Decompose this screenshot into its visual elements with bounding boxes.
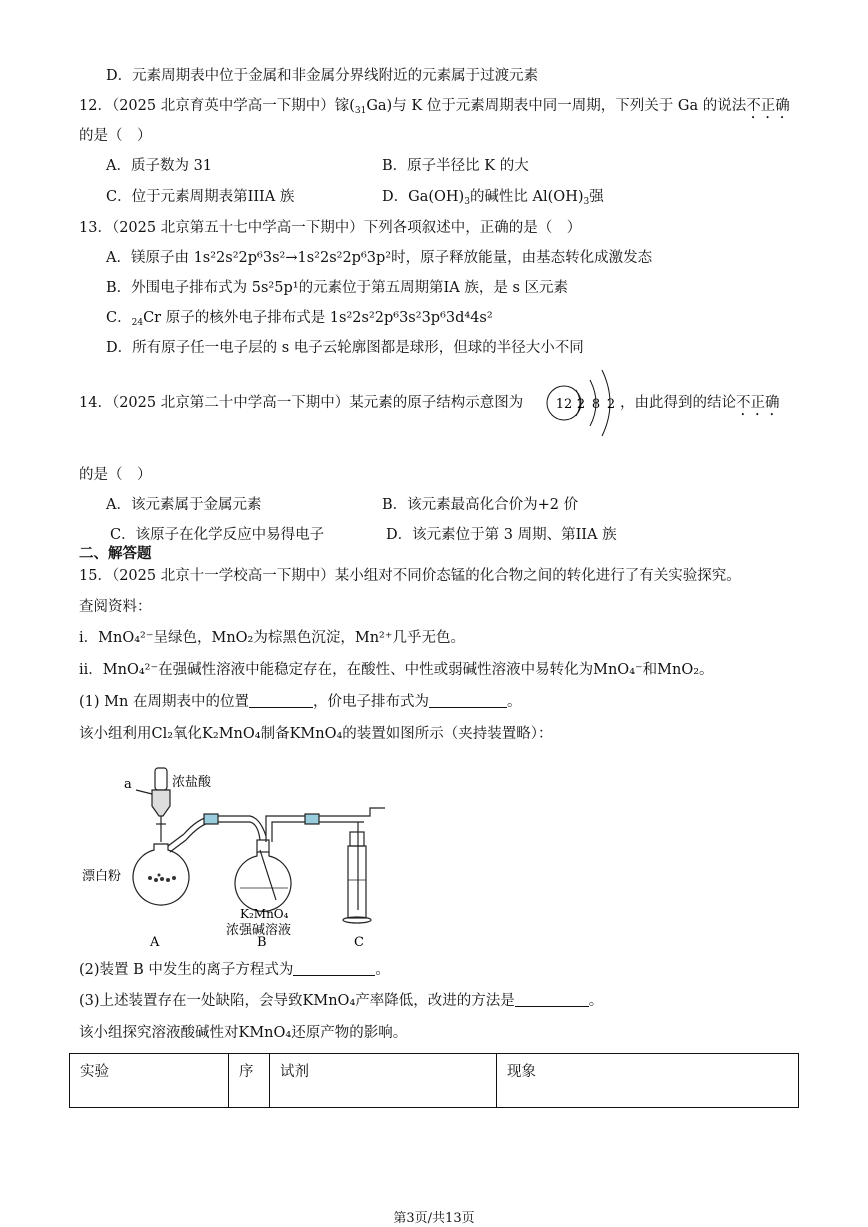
q12-stem-line2: 的是（ ）: [79, 128, 152, 144]
label-A: A: [150, 935, 160, 950]
q15-reference-label: 查阅资料：: [79, 599, 152, 615]
q12-option-b: B．原子半径比 K 的大: [382, 158, 529, 174]
q15-stem: 15．（2025 北京十一学校高一下期中）某小组对不同价态锰的化合物之间的转化进行了有关实验探究。: [79, 568, 741, 584]
q15-p2-pre: (2)装置 B 中发生的离子方程式为: [79, 962, 294, 978]
label-B: B: [257, 935, 267, 950]
q14-option-c: C．该原子在化学反应中易得电子: [110, 527, 325, 543]
q12-d-part1: D．Ga(OH): [382, 189, 465, 205]
answer-blank-3[interactable]: [293, 961, 375, 976]
page-footer: 第3页/共13页: [393, 1211, 475, 1226]
q12-d-sub2: 3: [583, 197, 590, 207]
q13-option-b: B．外围电子排布式为 5s²5p¹的元素位于第五周期第IA 族，是 s 区元素: [106, 280, 569, 296]
q15-part2: [79, 960, 390, 980]
q14-stem-tail: [620, 393, 780, 419]
answer-blank-4[interactable]: [515, 992, 589, 1007]
q14-option-b: B．该元素最高化合价为+2 价: [382, 497, 579, 513]
section-heading: 二、解答题: [79, 545, 152, 562]
q14-stem: 14．（2025 北京第二十中学高一下期中）某元素的原子结构示意图为: [79, 395, 524, 411]
q12-stem-part2: Ga)与 K 位于元素周期表中同一周期，下列关于 Ga 的说法: [366, 98, 747, 114]
q12-d-part3: 强: [589, 189, 604, 205]
q14-option-d: D．该元素位于第 3 周期、第IIA 族: [386, 527, 617, 543]
nucleus-charge: 12: [555, 397, 573, 412]
q12-d-sub1: 3: [464, 197, 470, 207]
q12-option-c: C．位于元素周期表第IIIA 族: [106, 189, 295, 205]
label-a: a: [124, 777, 132, 792]
q14-stem-b: ，由此得到的结论: [620, 395, 736, 411]
q12-stem-part1: 12．（2025 北京育英中学高一下期中）镓(: [79, 98, 355, 114]
q12-option-a: A．质子数为 31: [106, 158, 213, 174]
shell-3-count: 2: [606, 397, 616, 412]
label-bleach: 漂白粉: [82, 869, 122, 884]
label-C: C: [354, 935, 364, 950]
q12-option-d: [382, 187, 604, 212]
atom-structure-diagram: [540, 368, 620, 440]
q14-stem-line2: 的是（ ）: [79, 467, 152, 483]
shell-2-count: 8: [591, 397, 601, 412]
q15-p1-pre: (1) Mn 在周期表中的位置: [79, 694, 249, 710]
label-k2mno4: K₂MnO₄: [240, 907, 289, 921]
shell-1-count: 2: [576, 397, 586, 412]
q13-option-c: [106, 308, 493, 333]
q14-option-a: A．该元素属于金属元素: [106, 497, 262, 513]
q13-stem: 13．（2025 北京第五十七中学高一下期中）下列各项叙述中，正确的是（ ）: [79, 220, 582, 236]
q12-stem-line1: [79, 96, 790, 122]
table-header-row: [70, 1054, 799, 1108]
q12-subscript: 31: [354, 106, 367, 116]
label-conc-hcl: 浓盐酸: [172, 775, 212, 790]
q13-c-part1: C．: [106, 310, 132, 326]
q15-p3-end: 。: [588, 993, 604, 1009]
q13-c-part2: Cr 原子的核外电子排布式是 1s²2s²2p⁶3s²3p⁶3d⁴4s²: [143, 310, 493, 326]
experiment-table: [69, 1053, 799, 1108]
answer-blank-1[interactable]: [249, 693, 313, 708]
q15-part1: [79, 692, 521, 712]
q15-p1-mid: ，价电子排布式为: [312, 694, 429, 710]
q14-emphasis: 不正确: [736, 395, 780, 411]
q13-option-a: A．镁原子由 1s²2s²2p⁶3s²→1s²2s²2p⁶3p²时，原子释放能量，由基态转化成激发态: [106, 250, 653, 266]
apparatus-figure: [82, 760, 400, 955]
q13-c-sub: 24: [131, 318, 144, 328]
q12-emphasis: 不正确: [746, 98, 790, 114]
header-reagent: 试剂: [270, 1054, 497, 1108]
q15-ref-i: i．MnO₄²⁻呈绿色，MnO₂为棕黑色沉淀，Mn²⁺几乎无色。: [79, 630, 466, 646]
q15-p2-end: 。: [375, 962, 390, 978]
q15-p1-end: 。: [506, 694, 522, 710]
q15-setup-text: 该小组利用Cl₂氧化K₂MnO₄制备KMnO₄的装置如图所示（夹持装置略）：: [79, 726, 553, 742]
q15-explore-text: 该小组探究溶液酸碱性对KMnO₄还原产物的影响。: [79, 1025, 408, 1041]
header-seq: 序: [229, 1054, 270, 1108]
q15-part3: [79, 991, 603, 1011]
q15-ref-ii: ii．MnO₄²⁻在强碱性溶液中能稳定存在，在酸性、中性或弱碱性溶液中易转化为MnO₄⁻和MnO₂。: [79, 662, 714, 678]
answer-blank-2[interactable]: [429, 693, 507, 708]
header-experiment: 实验: [70, 1054, 229, 1108]
q13-option-d: D．所有原子任一电子层的 s 电子云轮廓图都是球形，但球的半径大小不同: [106, 340, 584, 356]
q12-d-part2: 的碱性比 Al(OH): [469, 189, 584, 205]
q15-p3-pre: (3)上述装置存在一处缺陷，会导致KMnO₄产率降低，改进的方法是: [79, 993, 515, 1009]
label-alkali: 浓强碱溶液: [226, 923, 292, 938]
q11-option-d: D．元素周期表中位于金属和非金属分界线附近的元素属于过渡元素: [106, 68, 539, 84]
header-phenomenon: 现象: [497, 1054, 799, 1108]
